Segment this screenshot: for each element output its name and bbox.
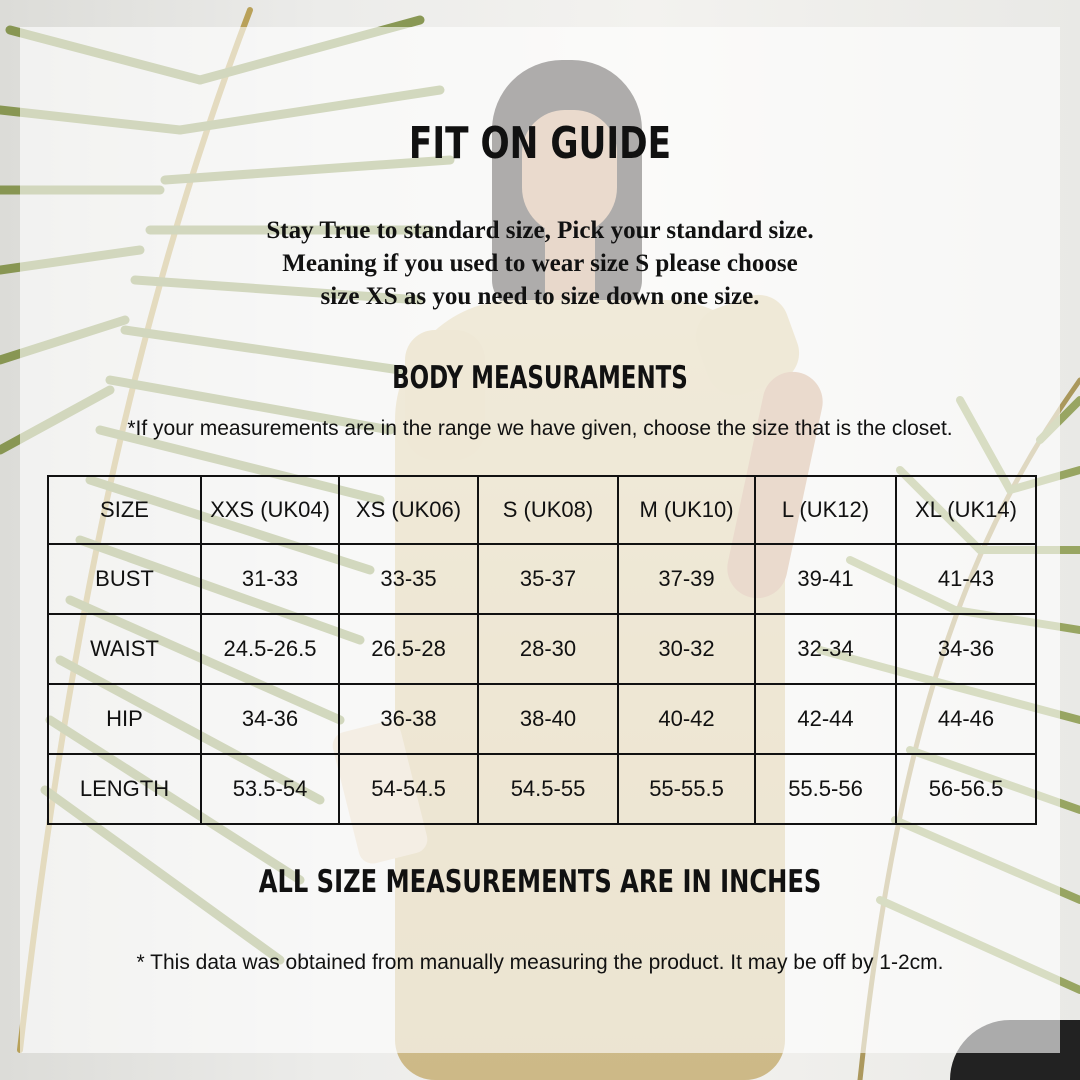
intro-line-1: Stay True to standard size, Pick your standard size. [266, 217, 814, 244]
table-row [48, 754, 1036, 824]
table-cell: 38-40 [478, 684, 618, 754]
table-cell: 55-55.5 [618, 754, 755, 824]
table-cell: 42-44 [755, 684, 896, 754]
table-row [48, 614, 1036, 684]
table-cell: 24.5-26.5 [201, 614, 339, 684]
table-header-row [48, 476, 1036, 544]
page-title: FIT ON GUIDE [408, 118, 672, 169]
header-cell: SIZE [48, 476, 201, 544]
table-row [48, 684, 1036, 754]
table-cell: 32-34 [755, 614, 896, 684]
table-cell: 30-32 [618, 614, 755, 684]
table-cell: 26.5-28 [339, 614, 478, 684]
table-cell: 40-42 [618, 684, 755, 754]
row-label: BUST [48, 544, 201, 614]
body-measurements-heading: BODY MEASURAMENTS [392, 360, 688, 396]
header-cell: S (UK08) [478, 476, 618, 544]
table-cell: 33-35 [339, 544, 478, 614]
row-label: WAIST [48, 614, 201, 684]
table-cell: 35-37 [478, 544, 618, 614]
table-cell: 39-41 [755, 544, 896, 614]
table-cell: 55.5-56 [755, 754, 896, 824]
table-cell: 41-43 [896, 544, 1036, 614]
table-cell: 31-33 [201, 544, 339, 614]
table-cell: 54.5-55 [478, 754, 618, 824]
units-heading: ALL SIZE MEASUREMENTS ARE IN INCHES [258, 864, 822, 900]
table-cell: 54-54.5 [339, 754, 478, 824]
header-cell: XXS (UK04) [201, 476, 339, 544]
header-cell: XS (UK06) [339, 476, 478, 544]
footnote: * This data was obtained from manually measuring the product. It may be off by 1-2cm. [136, 951, 944, 974]
table-row [48, 544, 1036, 614]
table-cell: 37-39 [618, 544, 755, 614]
intro-text [150, 214, 930, 313]
table-cell: 34-36 [896, 614, 1036, 684]
size-table [47, 475, 1037, 825]
table-cell: 34-36 [201, 684, 339, 754]
table-cell: 36-38 [339, 684, 478, 754]
table-cell: 53.5-54 [201, 754, 339, 824]
table-cell: 56-56.5 [896, 754, 1036, 824]
header-cell: L (UK12) [755, 476, 896, 544]
intro-line-3: size XS as you need to size down one size. [320, 283, 760, 310]
header-cell: XL (UK14) [896, 476, 1036, 544]
range-note: *If your measurements are in the range we have given, choose the size that is the closet. [127, 417, 953, 440]
table-cell: 28-30 [478, 614, 618, 684]
intro-line-2: Meaning if you used to wear size S please choose [282, 250, 798, 277]
row-label: HIP [48, 684, 201, 754]
header-cell: M (UK10) [618, 476, 755, 544]
table-cell: 44-46 [896, 684, 1036, 754]
row-label: LENGTH [48, 754, 201, 824]
